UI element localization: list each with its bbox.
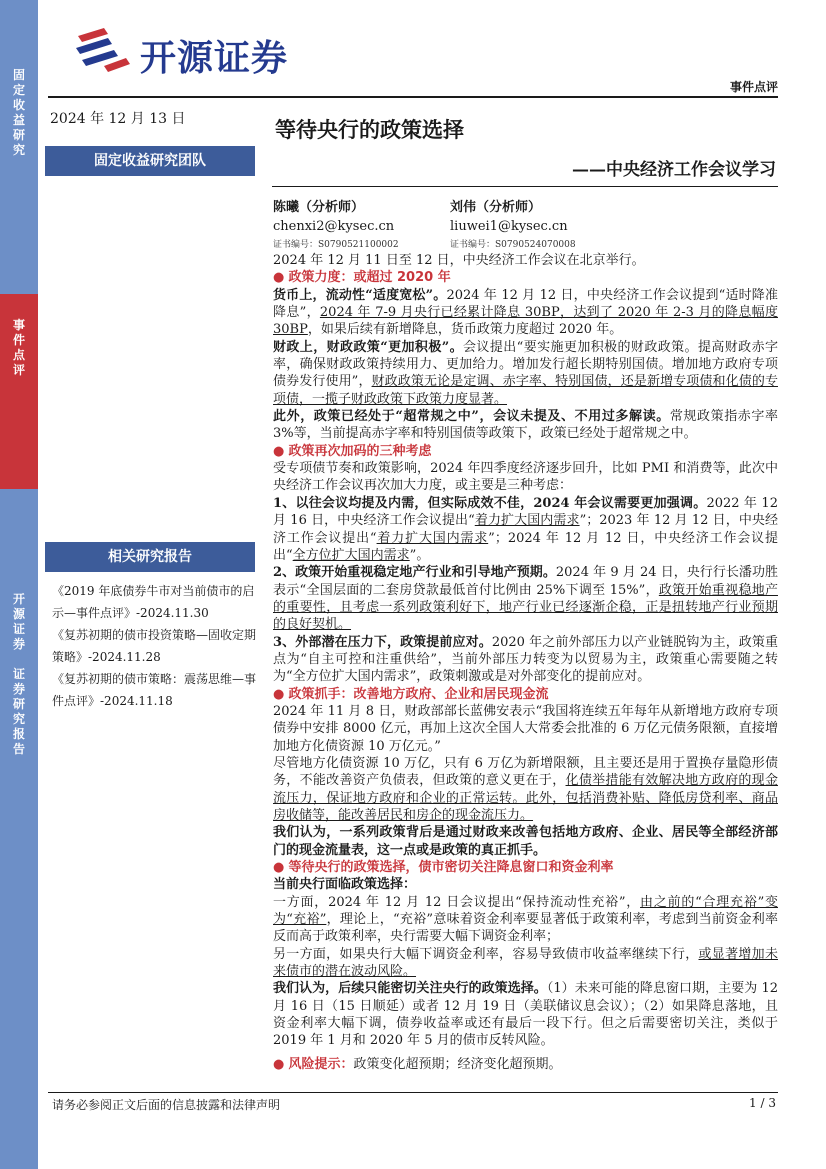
section-heading: ● 政策抓手：改善地方政府、企业和居民现金流 bbox=[273, 686, 549, 702]
body-paragraph: 财政上，财政政策“更加积极”。会议提出“要实施更加积极的财政政策。提高财政赤字率，确保财政政策持续用力、更加给力。增加发行超长期特别国债。增加地方政府专项债券发行使用”，财政政策无论是定调、赤字率、特别国债，还是新增专项债和化债的专项债，一揽子财政政策下政策力度显著。 bbox=[273, 339, 778, 407]
side-char: 告 bbox=[12, 742, 25, 756]
team-label: 固定收益研究团队 bbox=[45, 146, 255, 176]
bullet-icon: ● bbox=[273, 270, 285, 286]
report-body bbox=[273, 252, 778, 1073]
side-char: 究 bbox=[12, 712, 25, 726]
side-char: 定 bbox=[12, 83, 25, 97]
bullet-icon: ● bbox=[273, 443, 285, 459]
body-paragraph: 货币上，流动性“适度宽松”。2024 年 12 月 12 日，中央经济工作会议提到“适时降准降息”，2024 年 7-9 月央行已经累计降息 30BP，达到了 2020 年 2-3 月的降息幅度 30BP，如果后续有新增降息，货币政策力度超过 2020 年。 bbox=[273, 287, 778, 338]
side-char: 源 bbox=[12, 607, 25, 621]
report-title: 等待央行的政策选择 bbox=[275, 117, 464, 142]
footer-divider bbox=[48, 1092, 778, 1093]
analyst-email[interactable]: liuwei1@kysec.cn bbox=[450, 219, 568, 234]
related-reports-heading: 相关研究报告 bbox=[45, 542, 255, 572]
side-char: 事 bbox=[12, 318, 25, 332]
side-char: 证 bbox=[12, 622, 25, 636]
related-report-item[interactable]: 《2019 年底债券牛市对当前债市的启示—事件点评》-2024.11.30 bbox=[52, 584, 255, 620]
side-char: 固 bbox=[12, 68, 25, 82]
body-paragraph: 我们认为，后续只能密切关注央行的政策选择。（1）未来可能的降息窗口期，主要为 12 月 16 日（15 日顺延）或者 12 月 19 日（美联储议息会议）；（2）如果降息落地，且资金利率大幅下调，债券收益率或还有最后一段下行。但之后需要密切关注，类似于 2019 年 1 月和 2020 年 5 月的债市反转风险。 bbox=[273, 981, 778, 1049]
section-heading: ● 等待央行的政策选择，债市密切关注降息窗口和资金利率 bbox=[273, 860, 614, 876]
analyst-name: 陈曦（分析师） bbox=[273, 200, 365, 215]
related-report-item[interactable]: 《复苏初期的债市投资策略—固收定期策略》-2024.11.28 bbox=[52, 628, 257, 664]
body-paragraph: 我们认为，一系列政策背后是通过财政来改善包括地方政府、企业、居民等全部经济部门的现金流量表，这一点或是政策的真正抓手。 bbox=[273, 825, 778, 858]
side-char: 点 bbox=[12, 348, 25, 362]
analyst-name: 刘伟（分析师） bbox=[450, 200, 542, 215]
analyst-cert: 证书编号：S0790521100002 bbox=[273, 240, 399, 250]
body-paragraph: 3、外部潜在压力下，政策提前应对。2020 年之前外部压力以产业链脱钩为主，政策重点为“自主可控和注重供给”，当前外部压力转变为以贸易为主，政策重心需要随之转为“全方位扩大国内需求”，政策刺激或是对外部变化的提前应对。 bbox=[273, 634, 779, 685]
company-logo bbox=[74, 24, 324, 80]
section-heading: ● 政策力度：或超过 2020 年 bbox=[273, 270, 451, 286]
side-label-fixed-income bbox=[0, 68, 38, 158]
logo-mark-icon bbox=[74, 26, 134, 76]
body-paragraph: 一方面，2024 年 12 月 12 日会议提出“保持流动性充裕”，由之前的“合理充裕”变为“充裕”，理论上，“充裕”意味着资金利率要显著低于政策利率，考虑到当前资金利率反而高于政策利率，央行需要大幅下调资金利率； bbox=[273, 894, 778, 945]
title-divider bbox=[272, 186, 778, 187]
side-char: 件 bbox=[12, 333, 25, 347]
side-char: 报 bbox=[12, 727, 25, 741]
related-report-item[interactable]: 《复苏初期的债市策略：震荡思维—事件点评》-2024.11.18 bbox=[52, 672, 257, 708]
side-char: 究 bbox=[12, 143, 25, 157]
side-char: 评 bbox=[12, 363, 25, 377]
analyst-block bbox=[273, 198, 399, 255]
body-paragraph: 受专项债节奏和政策影响，2024 年四季度经济逐步回升，比如 PMI 和消费等，此次中央经济工作会议再次加大力度，或主要是三种考虑： bbox=[273, 461, 778, 494]
body-paragraph: 另一方面，如果央行大幅下调资金利率，容易导致债市收益率继续下行，或显著增加未来债市的潜在波动风险。 bbox=[273, 946, 778, 980]
risk-warning: ● 风险提示：政策变化超预期；经济变化超预期。 bbox=[273, 1056, 562, 1072]
bullet-icon: ● bbox=[273, 860, 285, 876]
footer-disclaimer: 请务必参阅正文后面的信息披露和法律声明 bbox=[52, 1098, 281, 1112]
related-reports-list bbox=[52, 580, 257, 712]
side-label-research-report bbox=[0, 592, 38, 757]
report-subtitle: ——中央经济工作会议学习 bbox=[572, 160, 776, 180]
body-paragraph: 1、以往会议均提及内需，但实际成效不佳，2024 年会议需要更加强调。2022 年 12 月 16 日，中央经济工作会议提出“着力扩大国内需求”；2023 年 12 月 12 日，中央经济工作会议提出“着力扩大国内需求”；2024 年 12 月 12 日，中央经济工作会议提出“全方位扩大国内需求”。 bbox=[273, 495, 778, 563]
analyst-block bbox=[450, 198, 576, 255]
side-char: 证 bbox=[12, 667, 25, 681]
body-paragraph: 2、政策开始重视稳定地产行业和引导地产预期。2024 年 9 月 24 日，央行行长潘功胜表示“全国层面的二套房贷款最低首付比例由 25%下调至 15%”，政策开始重视稳地产的重要性，且考虑一系列政策利好下，地产行业已经逐渐企稳，正是扭转地产行业预期的良好契机。 bbox=[273, 565, 778, 633]
company-name: 开源证券 bbox=[140, 38, 289, 79]
side-char: 益 bbox=[12, 113, 25, 127]
page-number: 1 / 3 bbox=[749, 1096, 776, 1110]
body-subheading: 当前央行面临政策选择： bbox=[273, 877, 417, 893]
side-banner bbox=[0, 0, 38, 1169]
bullet-icon: ● bbox=[273, 1056, 285, 1072]
side-char: 券 bbox=[12, 682, 25, 696]
intro-paragraph: 2024 年 12 月 11 日至 12 日，中央经济工作会议在北京举行。 bbox=[273, 253, 645, 268]
side-char: 研 bbox=[12, 128, 25, 142]
body-paragraph: 2024 年 11 月 8 日，财政部部长蓝佛安表示“我国将连续五年每年从新增地方政府专项债券中安排 8000 亿元，再加上这次全国人大常委会批准的 6 万亿元债务限额，直接增加地方化债资源 10 万亿元。” bbox=[273, 703, 778, 754]
side-char bbox=[0, 652, 38, 667]
bullet-icon: ● bbox=[273, 686, 285, 702]
side-char: 开 bbox=[12, 592, 25, 606]
report-type-label: 事件点评 bbox=[729, 80, 778, 94]
analyst-cert: 证书编号：S0790524070008 bbox=[450, 240, 576, 250]
body-paragraph: 尽管地方化债资源 10 万亿，只有 6 万亿为新增限额，且主要还是用于置换存量隐形债务，不能改善资产负债表，但政策的意义更在于，化债举措能有效解决地方政府的现金流压力，保证地方政府和企业的正常运转。此外，包括消费补贴、降低房贷利率、商品房收储等，能改善居民和房企的现金流压力。 bbox=[273, 755, 778, 823]
side-label-event-review bbox=[0, 318, 38, 378]
side-char: 券 bbox=[12, 637, 25, 651]
analyst-email[interactable]: chenxi2@kysec.cn bbox=[273, 219, 395, 234]
section-heading: ● 政策再次加码的三种考虑 bbox=[273, 443, 432, 459]
report-date: 2024 年 12 月 13 日 bbox=[50, 111, 186, 127]
header-divider bbox=[48, 96, 778, 98]
side-char: 收 bbox=[12, 98, 25, 112]
body-paragraph: 此外，政策已经处于“超常规之中”，会议未提及、不用过多解读。常规政策指赤字率 3%等，当前提高赤字率和特别国债等政策下，政策已经处于超常规之中。 bbox=[273, 409, 778, 442]
side-char: 研 bbox=[12, 697, 25, 711]
